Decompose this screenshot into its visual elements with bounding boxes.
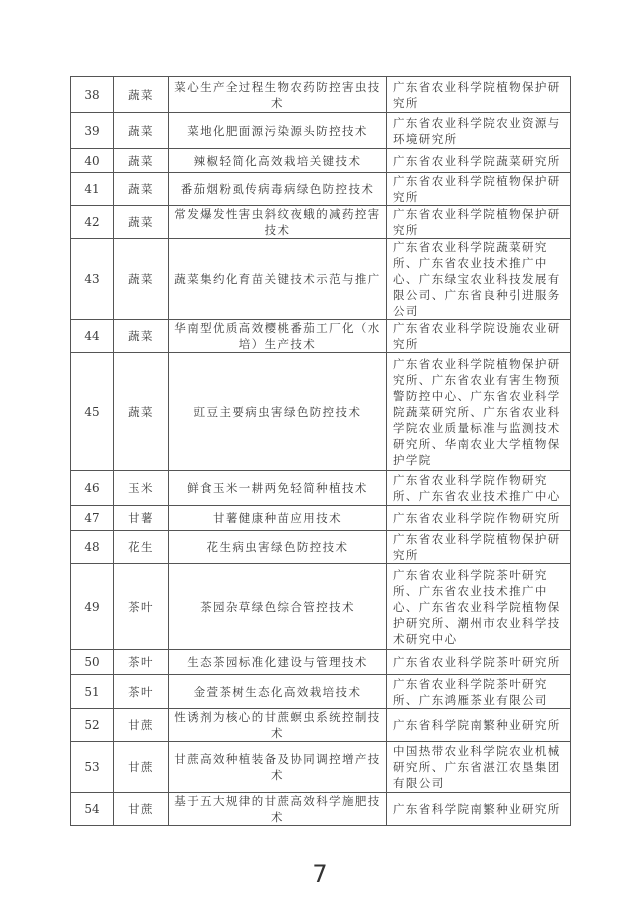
- row-technology: 甘蔗高效种植装备及协同调控增产技术: [169, 742, 387, 793]
- row-organization: 广东省农业科学院蔬菜研究所: [387, 149, 571, 173]
- row-number: 44: [71, 320, 114, 353]
- row-number: 43: [71, 239, 114, 320]
- row-organization: 广东省农业科学院植物保护研究所、广东省农业有害生物预警防控中心、广东省农业科学院蔬菜研究所、广东省农业科学院农业质量标准与监测技术研究所、华南农业大学植物保护学院: [387, 353, 571, 471]
- row-number: 53: [71, 742, 114, 793]
- row-category: 蔬菜: [114, 77, 169, 113]
- table-row: [71, 531, 571, 564]
- row-number: 50: [71, 650, 114, 675]
- row-organization: 广东省农业科学院蔬菜研究所、广东省农业技术推广中心、广东绿宝农业科技发展有限公司、广东省良种引进服务公司: [387, 239, 571, 320]
- row-technology: 华南型优质高效樱桃番茄工厂化（水培）生产技术: [169, 320, 387, 353]
- row-organization: 广东省农业科学院植物保护研究所: [387, 206, 571, 239]
- row-technology: 基于五大规律的甘蔗高效科学施肥技术: [169, 793, 387, 826]
- row-technology: 金萱茶树生态化高效栽培技术: [169, 675, 387, 709]
- row-organization: 广东省农业科学院作物研究所、广东省农业技术推广中心: [387, 471, 571, 506]
- row-number: 38: [71, 77, 114, 113]
- row-technology: 生态茶园标准化建设与管理技术: [169, 650, 387, 675]
- row-technology: 豇豆主要病虫害绿色防控技术: [169, 353, 387, 471]
- table-row: [71, 113, 571, 149]
- row-category: 花生: [114, 531, 169, 564]
- row-technology: 鲜食玉米一耕两免轻简种植技术: [169, 471, 387, 506]
- table-row: [71, 650, 571, 675]
- row-technology: 性诱剂为核心的甘蔗螟虫系统控制技术: [169, 709, 387, 742]
- row-organization: 广东省农业科学院设施农业研究所: [387, 320, 571, 353]
- page-number: 7: [312, 860, 328, 888]
- row-category: 甘薯: [114, 506, 169, 531]
- table-row: [71, 471, 571, 506]
- row-organization: 广东省农业科学院植物保护研究所: [387, 173, 571, 206]
- row-organization: 广东省农业科学院茶叶研究所、广东鸿雁茶业有限公司: [387, 675, 571, 709]
- row-category: 蔬菜: [114, 239, 169, 320]
- table-row: [71, 320, 571, 353]
- table-row: [71, 675, 571, 709]
- row-number: 40: [71, 149, 114, 173]
- row-technology: 菜地化肥面源污染源头防控技术: [169, 113, 387, 149]
- row-organization: 广东省农业科学院植物保护研究所: [387, 77, 571, 113]
- row-technology: 茶园杂草绿色综合管控技术: [169, 564, 387, 650]
- row-category: 蔬菜: [114, 149, 169, 173]
- row-number: 46: [71, 471, 114, 506]
- table-row: [71, 173, 571, 206]
- row-technology: 花生病虫害绿色防控技术: [169, 531, 387, 564]
- row-category: 茶叶: [114, 564, 169, 650]
- row-technology: 辣椒轻简化高效栽培关键技术: [169, 149, 387, 173]
- row-number: 42: [71, 206, 114, 239]
- table-body: [71, 77, 571, 826]
- row-number: 49: [71, 564, 114, 650]
- row-organization: 广东省农业科学院农业资源与环境研究所: [387, 113, 571, 149]
- row-category: 甘蔗: [114, 742, 169, 793]
- row-category: 蔬菜: [114, 320, 169, 353]
- row-organization: 广东省科学院南繁种业研究所: [387, 709, 571, 742]
- row-technology: 蔬菜集约化育苗关键技术示范与推广: [169, 239, 387, 320]
- row-organization: 广东省科学院南繁种业研究所: [387, 793, 571, 826]
- row-technology: 菜心生产全过程生物农药防控害虫技术: [169, 77, 387, 113]
- row-category: 甘蔗: [114, 793, 169, 826]
- row-category: 茶叶: [114, 675, 169, 709]
- table-row: [71, 793, 571, 826]
- row-organization: 广东省农业科学院植物保护研究所: [387, 531, 571, 564]
- row-number: 52: [71, 709, 114, 742]
- row-category: 玉米: [114, 471, 169, 506]
- table-row: [71, 709, 571, 742]
- row-number: 48: [71, 531, 114, 564]
- table-row: [71, 506, 571, 531]
- row-technology: 甘薯健康种苗应用技术: [169, 506, 387, 531]
- table-row: [71, 239, 571, 320]
- table-row: [71, 742, 571, 793]
- row-category: 蔬菜: [114, 173, 169, 206]
- row-category: 甘蔗: [114, 709, 169, 742]
- row-category: 蔬菜: [114, 113, 169, 149]
- row-technology: 常发爆发性害虫斜纹夜蛾的减药控害技术: [169, 206, 387, 239]
- row-organization: 广东省农业科学院茶叶研究所: [387, 650, 571, 675]
- row-number: 47: [71, 506, 114, 531]
- row-organization: 广东省农业科学院茶叶研究所、广东省农业技术推广中心、广东省农业科学院植物保护研究所、潮州市农业科学技术研究中心: [387, 564, 571, 650]
- row-number: 51: [71, 675, 114, 709]
- row-organization: 广东省农业科学院作物研究所: [387, 506, 571, 531]
- row-number: 41: [71, 173, 114, 206]
- table-row: [71, 564, 571, 650]
- row-number: 45: [71, 353, 114, 471]
- table-row: [71, 206, 571, 239]
- technology-table: [70, 76, 571, 826]
- row-technology: 番茄烟粉虱传病毒病绿色防控技术: [169, 173, 387, 206]
- table-row: [71, 353, 571, 471]
- row-number: 54: [71, 793, 114, 826]
- row-organization: 中国热带农业科学院农业机械研究所、广东省湛江农垦集团有限公司: [387, 742, 571, 793]
- row-category: 蔬菜: [114, 206, 169, 239]
- table-row: [71, 77, 571, 113]
- row-category: 茶叶: [114, 650, 169, 675]
- row-number: 39: [71, 113, 114, 149]
- row-category: 蔬菜: [114, 353, 169, 471]
- table-row: [71, 149, 571, 173]
